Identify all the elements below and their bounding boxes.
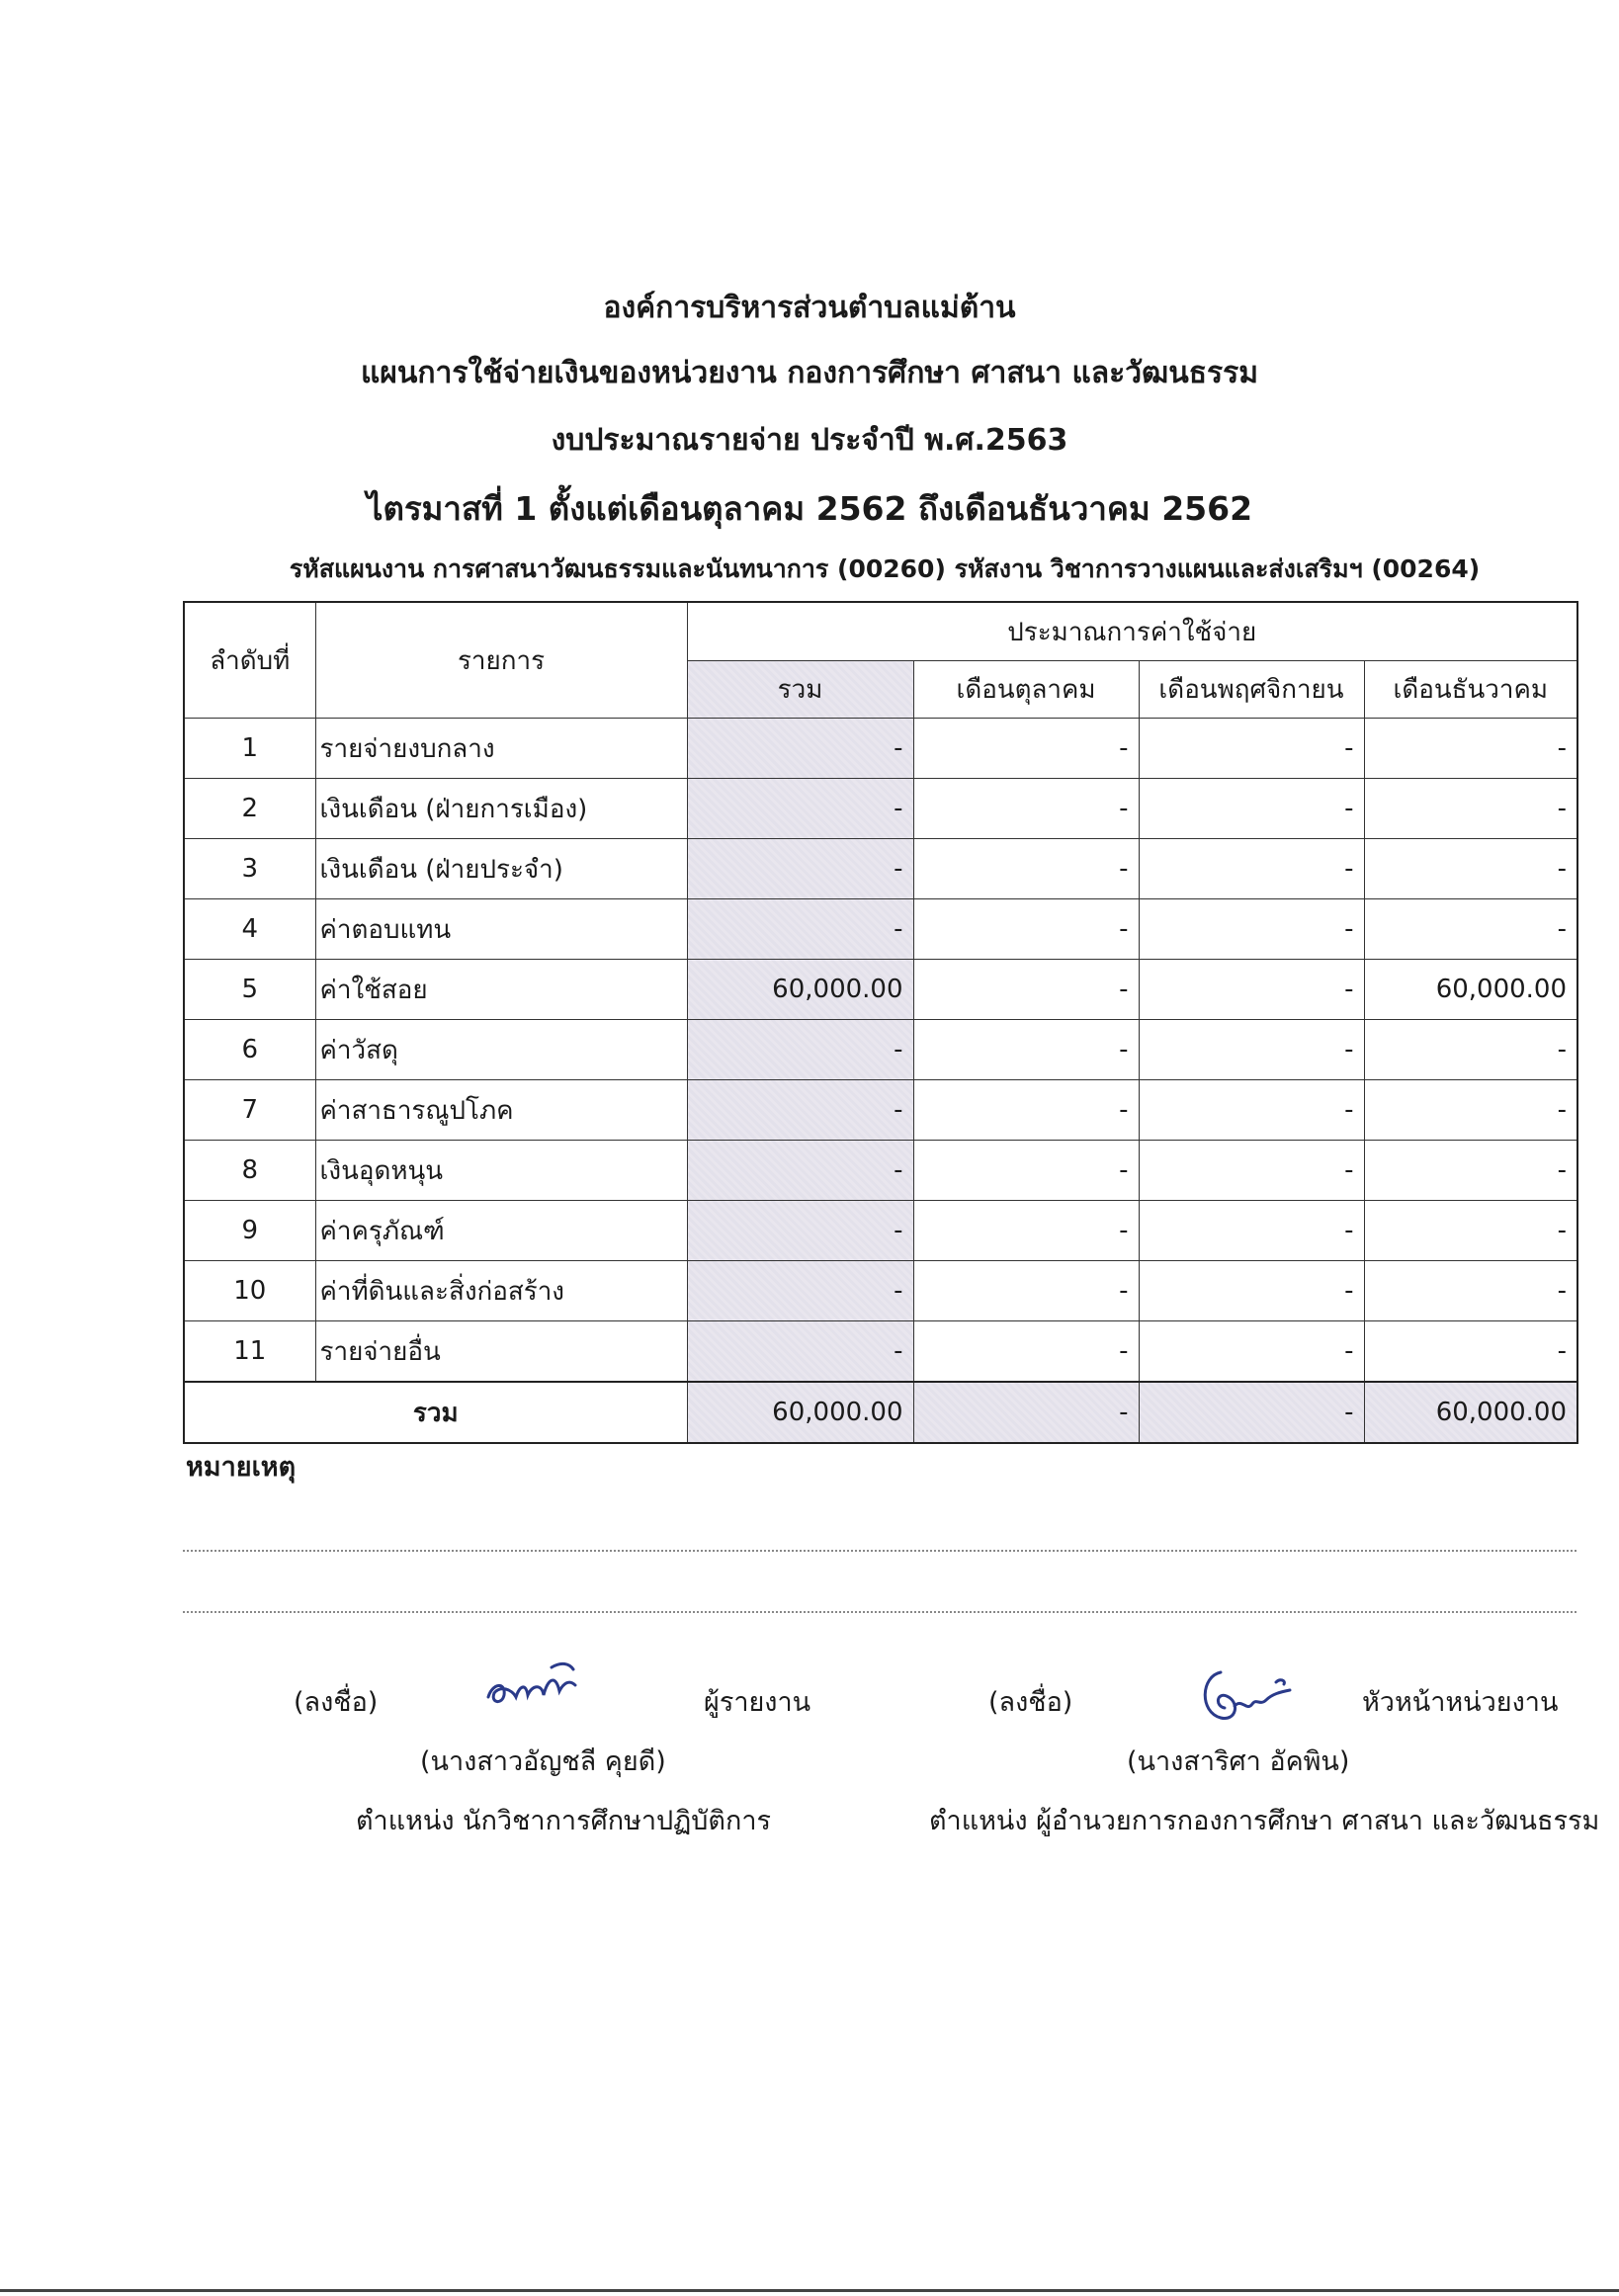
remark-label: หมายเหตุ: [186, 1452, 297, 1483]
row-october: -: [913, 1020, 1139, 1080]
row-december: -: [1364, 1321, 1577, 1383]
row-december: 60,000.00: [1364, 960, 1577, 1020]
budget-year-title: งบประมาณรายจ่าย ประจำปี พ.ศ.2563: [551, 423, 1068, 458]
total-sum: 60,000.00: [687, 1382, 913, 1443]
head-sign-label: (ลงชื่อ): [988, 1687, 1073, 1718]
row-item: เงินเดือน (ฝ่ายประจำ): [315, 839, 687, 899]
head-role: หัวหน้าหน่วยงาน: [1362, 1687, 1559, 1718]
plan-title: แผนการใช้จ่ายเงินของหน่วยงาน กองการศึกษา ศาสนา และวัฒนธรรม: [360, 356, 1259, 390]
row-item: รายจ่ายอื่น: [315, 1321, 687, 1383]
row-december: -: [1364, 899, 1577, 960]
table-row: [184, 839, 1577, 899]
row-total: -: [687, 779, 913, 839]
header-december: เดือนธันวาคม: [1364, 661, 1577, 719]
row-december: -: [1364, 779, 1577, 839]
row-total: -: [687, 839, 913, 899]
total-november: -: [1139, 1382, 1364, 1443]
row-november: -: [1139, 779, 1364, 839]
table-row: [184, 1020, 1577, 1080]
table-row: [184, 1321, 1577, 1383]
quarter-title: ไตรมาสที่ 1 ตั้งแต่เดือนตุลาคม 2562 ถึงเดือนธันวาคม 2562: [366, 489, 1253, 528]
row-october: -: [913, 1261, 1139, 1321]
row-october: -: [913, 839, 1139, 899]
row-item: ค่าวัสดุ: [315, 1020, 687, 1080]
row-november: -: [1139, 899, 1364, 960]
row-item: เงินเดือน (ฝ่ายการเมือง): [315, 779, 687, 839]
row-no: 10: [184, 1261, 315, 1321]
row-no: 6: [184, 1020, 315, 1080]
row-november: -: [1139, 1261, 1364, 1321]
header-total: รวม: [687, 661, 913, 719]
row-item: รายจ่ายงบกลาง: [315, 719, 687, 779]
row-december: -: [1364, 1080, 1577, 1141]
scan-bottom-edge: [0, 2289, 1619, 2292]
row-november: -: [1139, 1201, 1364, 1261]
head-signature: [1191, 1662, 1300, 1732]
row-no: 2: [184, 779, 315, 839]
row-no: 4: [184, 899, 315, 960]
row-october: -: [913, 1080, 1139, 1141]
row-october: -: [913, 960, 1139, 1020]
row-november: -: [1139, 960, 1364, 1020]
budget-table: [183, 601, 1578, 1444]
table-row: [184, 960, 1577, 1020]
row-no: 9: [184, 1201, 315, 1261]
total-october: -: [913, 1382, 1139, 1443]
table-row: [184, 1201, 1577, 1261]
header-item: รายการ: [315, 602, 687, 719]
row-item: ค่าที่ดินและสิ่งก่อสร้าง: [315, 1261, 687, 1321]
row-item: ค่าสาธารณูปโภค: [315, 1080, 687, 1141]
row-total: -: [687, 1201, 913, 1261]
row-december: -: [1364, 1020, 1577, 1080]
row-december: -: [1364, 1261, 1577, 1321]
total-label: รวม: [184, 1382, 687, 1443]
row-total: -: [687, 1020, 913, 1080]
row-total: -: [687, 1080, 913, 1141]
row-no: 3: [184, 839, 315, 899]
table-row: [184, 899, 1577, 960]
row-december: -: [1364, 839, 1577, 899]
header-november: เดือนพฤศจิกายน: [1139, 661, 1364, 719]
row-item: เงินอุดหนุน: [315, 1141, 687, 1201]
row-november: -: [1139, 1020, 1364, 1080]
reporter-signature: [482, 1656, 601, 1715]
table-row: [184, 779, 1577, 839]
row-total: 60,000.00: [687, 960, 913, 1020]
row-october: -: [913, 779, 1139, 839]
reporter-position: ตำแหน่ง นักวิชาการศึกษาปฏิบัติการ: [356, 1806, 771, 1836]
remark-line-1: [183, 1550, 1576, 1552]
row-no: 8: [184, 1141, 315, 1201]
head-position: ตำแหน่ง ผู้อำนวยการกองการศึกษา ศาสนา และวัฒนธรรม: [929, 1806, 1600, 1836]
row-item: ค่าใช้สอย: [315, 960, 687, 1020]
plan-code-line: รหัสแผนงาน การศาสนาวัฒนธรรมและนันทนาการ (00260) รหัสงาน วิชาการวางแผนและส่งเสริมฯ (00264): [289, 554, 1481, 583]
row-no: 1: [184, 719, 315, 779]
row-october: -: [913, 899, 1139, 960]
row-november: -: [1139, 839, 1364, 899]
row-no: 11: [184, 1321, 315, 1383]
header-no: ลำดับที่: [184, 602, 315, 719]
row-total: -: [687, 899, 913, 960]
row-total: -: [687, 1261, 913, 1321]
row-december: -: [1364, 1141, 1577, 1201]
row-total: -: [687, 719, 913, 779]
header-october: เดือนตุลาคม: [913, 661, 1139, 719]
row-total: -: [687, 1321, 913, 1383]
reporter-sign-label: (ลงชื่อ): [294, 1687, 379, 1718]
row-october: -: [913, 1201, 1139, 1261]
row-no: 5: [184, 960, 315, 1020]
total-december: 60,000.00: [1364, 1382, 1577, 1443]
row-october: -: [913, 1321, 1139, 1383]
row-november: -: [1139, 1080, 1364, 1141]
row-november: -: [1139, 719, 1364, 779]
total-row: [184, 1382, 1577, 1443]
table-row: [184, 1141, 1577, 1201]
organization-title: องค์การบริหารส่วนตำบลแม่ต้าน: [603, 291, 1016, 325]
row-december: -: [1364, 1201, 1577, 1261]
row-october: -: [913, 719, 1139, 779]
table-row: [184, 719, 1577, 779]
table-row: [184, 1261, 1577, 1321]
head-name: (นางสาริศา อัคพิน): [1127, 1746, 1350, 1777]
reporter-name: (นางสาวอัญชลี คุยดี): [420, 1746, 666, 1777]
header-estimate-group: ประมาณการค่าใช้จ่าย: [687, 602, 1577, 661]
row-december: -: [1364, 719, 1577, 779]
row-total: -: [687, 1141, 913, 1201]
row-november: -: [1139, 1141, 1364, 1201]
remark-line-2: [183, 1611, 1576, 1613]
row-november: -: [1139, 1321, 1364, 1383]
row-item: ค่าตอบแทน: [315, 899, 687, 960]
row-no: 7: [184, 1080, 315, 1141]
row-item: ค่าครุภัณฑ์: [315, 1201, 687, 1261]
row-october: -: [913, 1141, 1139, 1201]
table-row: [184, 1080, 1577, 1141]
reporter-role: ผู้รายงาน: [704, 1687, 811, 1718]
